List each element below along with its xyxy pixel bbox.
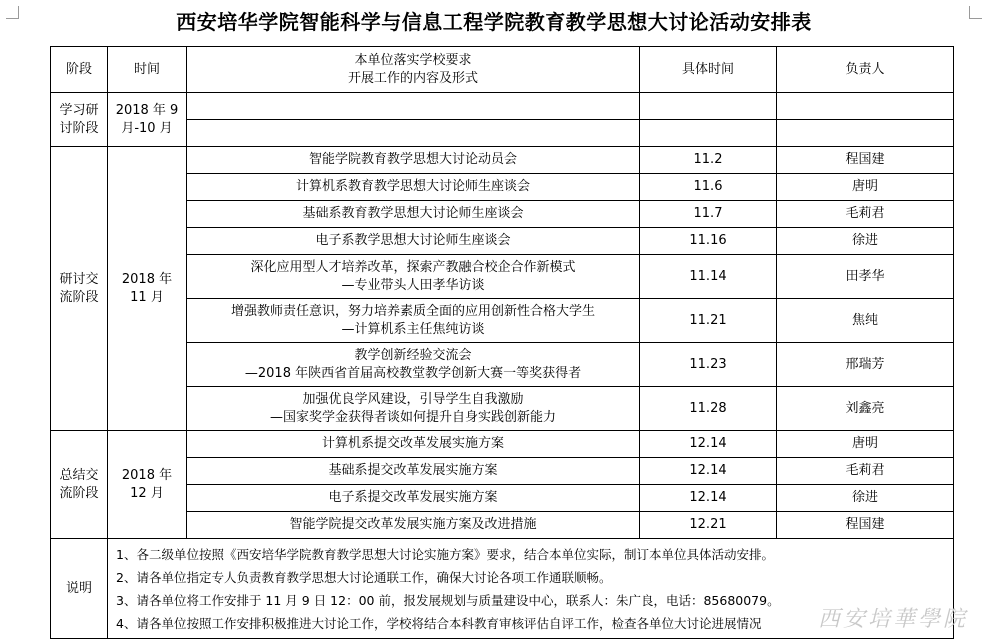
table-row [51,343,954,387]
activity-date: 11.16 [640,228,777,255]
activity-content-line1: 教学创新经验交流会 [354,347,472,363]
stage-summary-time-line2: 12 月 [130,485,164,501]
activity-date: 12.21 [640,512,777,539]
stage-summary-line2: 流阶段 [59,485,99,501]
activity-owner: 徐进 [777,485,954,512]
activity-content: 智能学院提交改革发展实施方案及改进措施 [187,512,640,539]
stage-study-line1: 学习研 [59,102,99,118]
header-row [51,47,954,93]
page-title: 西安培华学院智能科学与信息工程学院教育教学思想大讨论活动安排表 [176,10,812,34]
activity-content: 基础系教育教学思想大讨论师生座谈会 [187,201,640,228]
empty-cell [640,120,777,147]
stage-study-time-line2: 月-10 月 [121,120,173,136]
activity-content: 智能学院教育教学思想大讨论动员会 [187,147,640,174]
table-row [51,431,954,458]
notes-label: 说明 [51,539,108,639]
activity-content: 电子系教学思想大讨论师生座谈会 [187,228,640,255]
stage-study-time [108,93,187,147]
table-row [51,255,954,299]
table-row [51,387,954,431]
table-row [51,458,954,485]
stage-summary [51,431,108,539]
activity-content-line2: —计算机系主任焦纯访谈 [341,321,485,337]
header-time: 时间 [108,47,187,93]
activity-date: 12.14 [640,458,777,485]
activity-content: 计算机系提交改革发展实施方案 [187,431,640,458]
stage-discuss-time [108,147,187,431]
stage-discuss-line2: 流阶段 [59,289,99,305]
stage-discuss-time-line2: 11 月 [130,289,164,305]
empty-cell [187,93,640,120]
activity-content-line2: —专业带头人田孝华访谈 [341,277,485,293]
stage-discuss [51,147,108,431]
activity-content-line2: —国家奖学金获得者谈如何提升自身实践创新能力 [269,409,556,425]
table-row [51,174,954,201]
stage-summary-line1: 总结交 [59,467,99,483]
activity-date: 11.23 [640,343,777,387]
table-row [51,485,954,512]
watermark-text: 西安培華學院 [817,607,968,632]
table-row [51,201,954,228]
note-item: 2、请各单位指定专人负责教育教学思想大讨论通联工作，确保大讨论各项工作通联顺畅。 [116,569,612,585]
activity-owner: 唐明 [777,431,954,458]
table-row [51,299,954,343]
header-content [187,47,640,93]
activity-content [187,387,640,431]
empty-cell [640,93,777,120]
stage-study-time-line1: 2018 年 9 [115,102,179,118]
empty-cell [777,93,954,120]
activity-date: 12.14 [640,431,777,458]
activity-owner: 唐明 [777,174,954,201]
activity-content-line1: 增强教师责任意识，努力培养素质全面的应用创新性合格大学生 [230,303,595,319]
stage-discuss-time-line1: 2018 年 [121,271,173,287]
header-content-line2: 开展工作的内容及形式 [347,70,478,86]
table-row [51,228,954,255]
stage-study [51,93,108,147]
table-row [51,512,954,539]
empty-cell [187,120,640,147]
activity-owner: 徐进 [777,228,954,255]
activity-owner: 程国建 [777,512,954,539]
activity-content-line2: —2018 年陕西省首届高校教堂教学创新大赛一等奖获得者 [244,365,582,381]
activity-content [187,343,640,387]
schedule-table [50,46,954,639]
activity-date: 11.2 [640,147,777,174]
stage-summary-time-line1: 2018 年 [121,467,173,483]
activity-owner: 毛莉君 [777,201,954,228]
activity-content [187,255,640,299]
activity-content-line1: 加强优良学风建设，引导学生自我激励 [302,391,524,407]
header-date: 具体时间 [640,47,777,93]
activity-date: 12.14 [640,485,777,512]
stage-study-line2: 讨阶段 [59,120,99,136]
activity-owner: 田孝华 [777,255,954,299]
activity-owner: 程国建 [777,147,954,174]
table-row [51,120,954,147]
note-item: 3、请各单位将工作安排于 11 月 9 日 12：00 前，报发展规划与质量建设中心，联系人：朱广良，电话：85680079。 [116,592,780,608]
activity-date: 11.7 [640,201,777,228]
activity-date: 11.6 [640,174,777,201]
activity-content: 电子系提交改革发展实施方案 [187,485,640,512]
note-item: 1、各二级单位按照《西安培华学院教育教学思想大讨论实施方案》要求，结合本单位实际，制订本单位具体活动安排。 [116,546,774,562]
header-content-line1: 本单位落实学校要求 [354,52,472,68]
activity-owner: 焦纯 [777,299,954,343]
table-row [51,147,954,174]
activity-owner: 毛莉君 [777,458,954,485]
activity-date: 11.28 [640,387,777,431]
activity-date: 11.14 [640,255,777,299]
empty-cell [777,120,954,147]
stage-summary-time [108,431,187,539]
header-owner: 负责人 [777,47,954,93]
activity-content-line1: 深化应用型人才培养改革，探索产教融合校企合作新模式 [250,259,576,275]
table-row [51,93,954,120]
activity-content [187,299,640,343]
activity-date: 11.21 [640,299,777,343]
activity-owner: 邢瑞芳 [777,343,954,387]
stage-discuss-line1: 研讨交 [59,271,99,287]
activity-content: 基础系提交改革发展实施方案 [187,458,640,485]
note-item: 4、请各单位按照工作安排积极推进大讨论工作，学校将结合本科教育审核评估自评工作，检查各单位大讨论进展情况 [116,615,762,631]
activity-owner: 刘鑫亮 [777,387,954,431]
header-stage: 阶段 [51,47,108,93]
activity-content: 计算机系教育教学思想大讨论师生座谈会 [187,174,640,201]
